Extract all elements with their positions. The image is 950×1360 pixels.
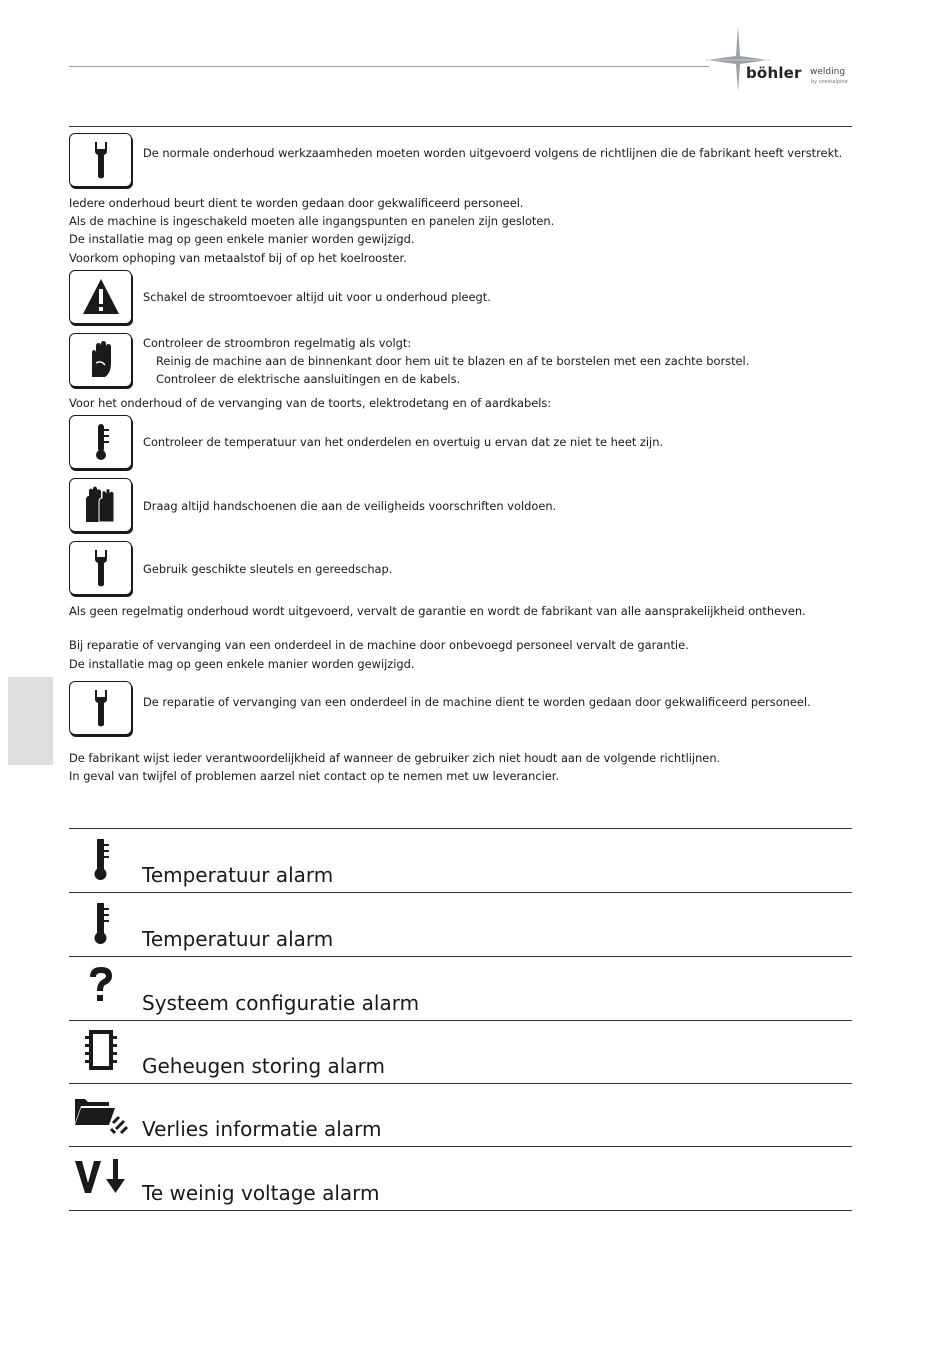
question-mark-icon: [73, 963, 129, 1011]
low-voltage-icon: [73, 1153, 129, 1201]
paragraph: Voorkom ophoping van metaalstof bij of op het koelrooster.: [69, 251, 407, 265]
gloves-icon: [69, 478, 132, 532]
logo-brand: böhler: [746, 64, 802, 82]
paragraph: Schakel de stroomtoevoer altijd uit voor u onderhoud pleegt.: [143, 290, 491, 304]
list-item: Controleer de elektrische aansluitingen en de kabels.: [156, 372, 461, 386]
paragraph: Iedere onderhoud beurt dient te worden gedaan door gekwalificeerd personeel.: [69, 196, 524, 210]
logo-tagline: by voestalpine: [811, 79, 848, 85]
wrench-icon: [69, 133, 132, 187]
alarm-row-memory: [69, 1020, 852, 1084]
paragraph: De reparatie of vervanging van een onderdeel in de machine dient te worden gedaan door gekwalificeerd personeel.: [143, 695, 811, 709]
wrench-icon: [69, 541, 132, 595]
header-rule: [69, 66, 709, 67]
alarm-label: Systeem configuratie alarm: [142, 991, 420, 1015]
wrench-icon: [69, 681, 132, 735]
thermometer-icon: [73, 835, 129, 883]
paragraph: De installatie mag op geen enkele manier worden gewijzigd.: [69, 232, 415, 246]
memory-chip-icon: [73, 1026, 129, 1074]
paragraph: In geval van twijfel of problemen aarzel niet contact op te nemen met uw leverancier.: [69, 769, 560, 783]
paragraph: Als geen regelmatig onderhoud wordt uitgevoerd, vervalt de garantie en wordt de fabrikant van alle aansprakelijkheid ontheven.: [69, 604, 806, 618]
alarm-label: Verlies informatie alarm: [142, 1117, 382, 1141]
paragraph: De installatie mag op geen enkele manier worden gewijzigd.: [69, 657, 415, 671]
brand-logo: [700, 22, 860, 94]
alarm-row-temperature: [69, 829, 852, 893]
alarm-row-low-voltage: [69, 1147, 852, 1211]
paragraph: Gebruik geschikte sleutels en gereedschap.: [143, 562, 393, 576]
alarm-row-info-loss: [69, 1083, 852, 1147]
warning-triangle-icon: [69, 270, 132, 324]
side-tab: [8, 677, 53, 765]
logo-sub: welding: [810, 67, 846, 77]
list-item: Reinig de machine aan de binnenkant door hem uit te blazen en af te borstelen met een zachte borstel.: [156, 354, 750, 368]
alarm-label: Te weinig voltage alarm: [142, 1181, 380, 1205]
alarm-row-system-config: [69, 957, 852, 1021]
alarm-row-temperature: [69, 893, 852, 957]
alarm-label: Geheugen storing alarm: [142, 1054, 385, 1078]
paragraph: De normale onderhoud werkzaamheden moeten worden uitgevoerd volgens de richtlijnen die de fabrikant heeft verstrekt.: [143, 146, 843, 160]
folder-loss-icon: [73, 1089, 129, 1137]
paragraph: Controleer de temperatuur van het onderdelen en overtuig u ervan dat ze niet te heet zijn.: [143, 435, 664, 449]
paragraph: Draag altijd handschoenen die aan de veiligheids voorschriften voldoen.: [143, 499, 557, 513]
paragraph: Voor het onderhoud of de vervanging van de toorts, elektrodetang en of aardkabels:: [69, 396, 552, 410]
alarm-label: Temperatuur alarm: [142, 863, 334, 887]
section-rule: [69, 126, 852, 127]
alarm-label: Temperatuur alarm: [142, 927, 334, 951]
thermometer-icon: [69, 415, 132, 469]
thermometer-icon: [73, 899, 129, 947]
paragraph: Bij reparatie of vervanging van een onderdeel in de machine door onbevoegd personeel vervalt de garantie.: [69, 638, 689, 652]
paragraph: Controleer de stroombron regelmatig als volgt:: [143, 336, 412, 350]
paragraph: De fabrikant wijst ieder verantwoordelijkheid af wanneer de gebruiker zich niet houdt aan de volgende richtlijnen.: [69, 751, 721, 765]
hand-icon: [69, 333, 132, 387]
paragraph: Als de machine is ingeschakeld moeten alle ingangspunten en panelen zijn gesloten.: [69, 214, 555, 228]
